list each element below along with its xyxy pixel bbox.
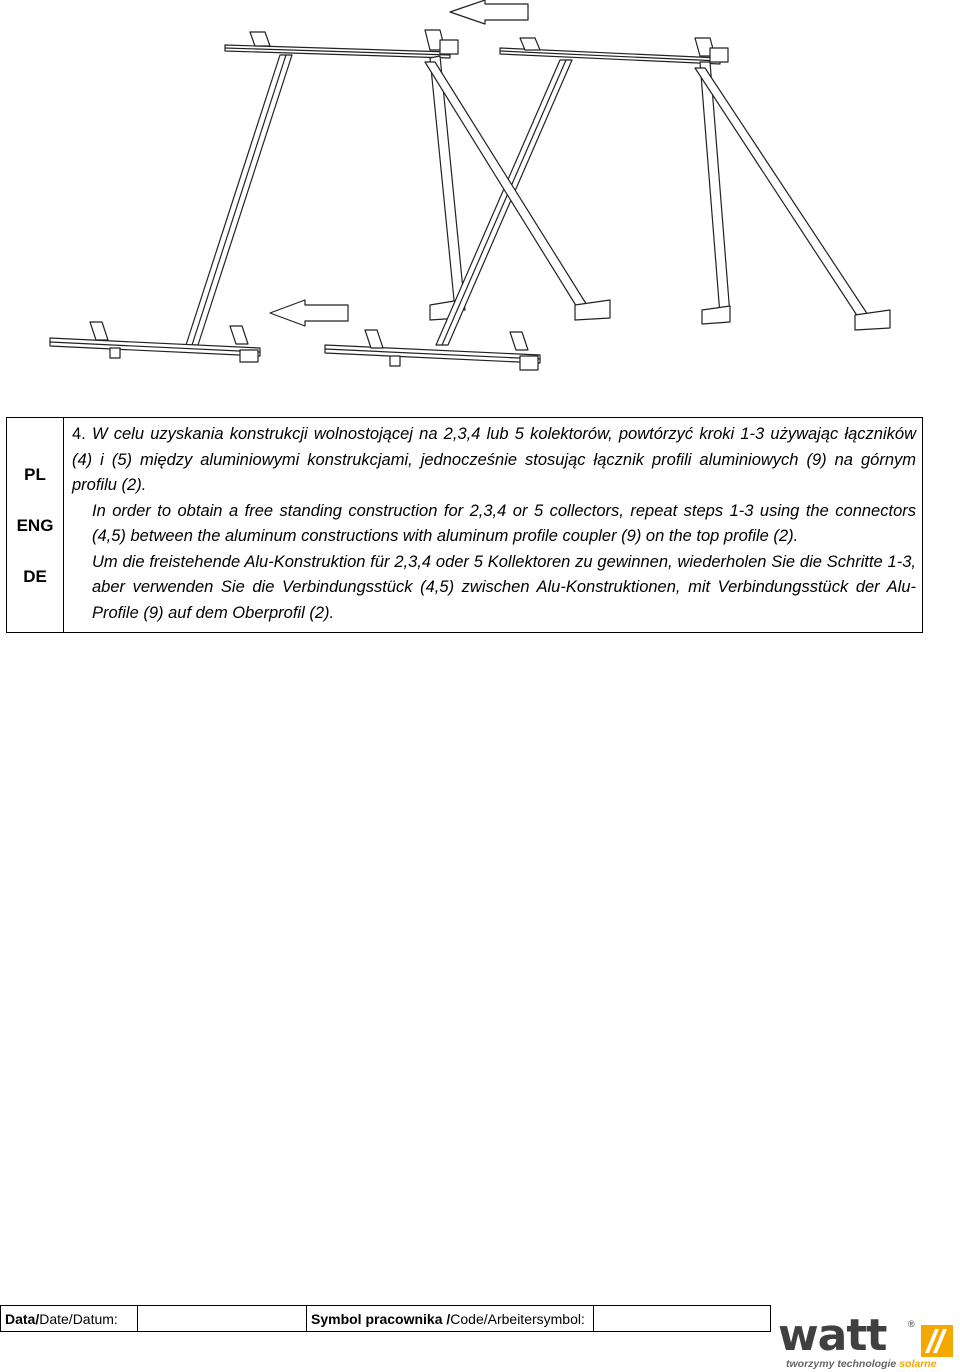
lang-code-de: DE — [23, 566, 47, 586]
middle-frame-diagonals — [425, 60, 730, 345]
instruction-table — [6, 417, 923, 633]
de-paragraph: Um die freistehende Alu-Konstruktion für 2,3,4 oder 5 Kollektoren zu gewinnen, wiederholen Sie die Schritte 1-3, aber verwenden Sie die Verbindungsstück (4,5) zwischen Alu-Konstruktionen, mit Verbindungsstück der Alu-Profile (9) auf dem Oberprofil (2). — [92, 552, 916, 622]
left-frame-diagonals — [186, 55, 465, 345]
instruction-text — [64, 418, 923, 633]
left-frame-top-rail — [225, 30, 458, 58]
pl-paragraph — [72, 422, 916, 499]
arrow-left-top — [450, 0, 528, 24]
date-field[interactable] — [138, 1306, 307, 1332]
logo-tagline: tworzymy technologie solarne — [786, 1358, 937, 1370]
language-codes — [7, 418, 64, 633]
pl-text: W celu uzyskania konstrukcji wolnostojącej na 2,3,4 lub 5 kolektorów, powtórzyć kroki 1-3 używając łączników (4) i (5) między aluminiowymi konstrukcjami, jednocześnie stosując łącznik profili aluminiowych (9) na górnym profilu (2). — [72, 425, 916, 494]
middle-frame-top-rail — [500, 38, 728, 64]
arrow-left-bottom — [270, 300, 348, 326]
bottom-rail-right — [325, 330, 540, 370]
date-label: Data/Date/Datum: — [1, 1306, 138, 1332]
sun-logo-icon — [921, 1325, 953, 1357]
employee-symbol-field[interactable] — [594, 1306, 771, 1332]
lang-code-eng: ENG — [16, 515, 54, 535]
footer — [0, 1305, 960, 1372]
watt-logo — [776, 1310, 960, 1372]
step-number: 4. — [72, 425, 86, 443]
logo-word: watt — [778, 1310, 887, 1361]
eng-paragraph: In order to obtain a free standing construction for 2,3,4 or 5 collectors, repeat steps 1-3 using the connectors (4,5) between the aluminum constructions with aluminum profile coupler (9) on the top profile (2). — [92, 501, 916, 545]
signature-table — [0, 1305, 771, 1332]
lang-code-pl: PL — [24, 464, 46, 484]
bottom-rail-left — [50, 322, 260, 362]
registered-mark: ® — [908, 1319, 915, 1329]
assembly-drawing — [30, 0, 910, 395]
employee-symbol-label: Symbol pracownika /Code/Arbeitersymbol: — [307, 1306, 594, 1332]
